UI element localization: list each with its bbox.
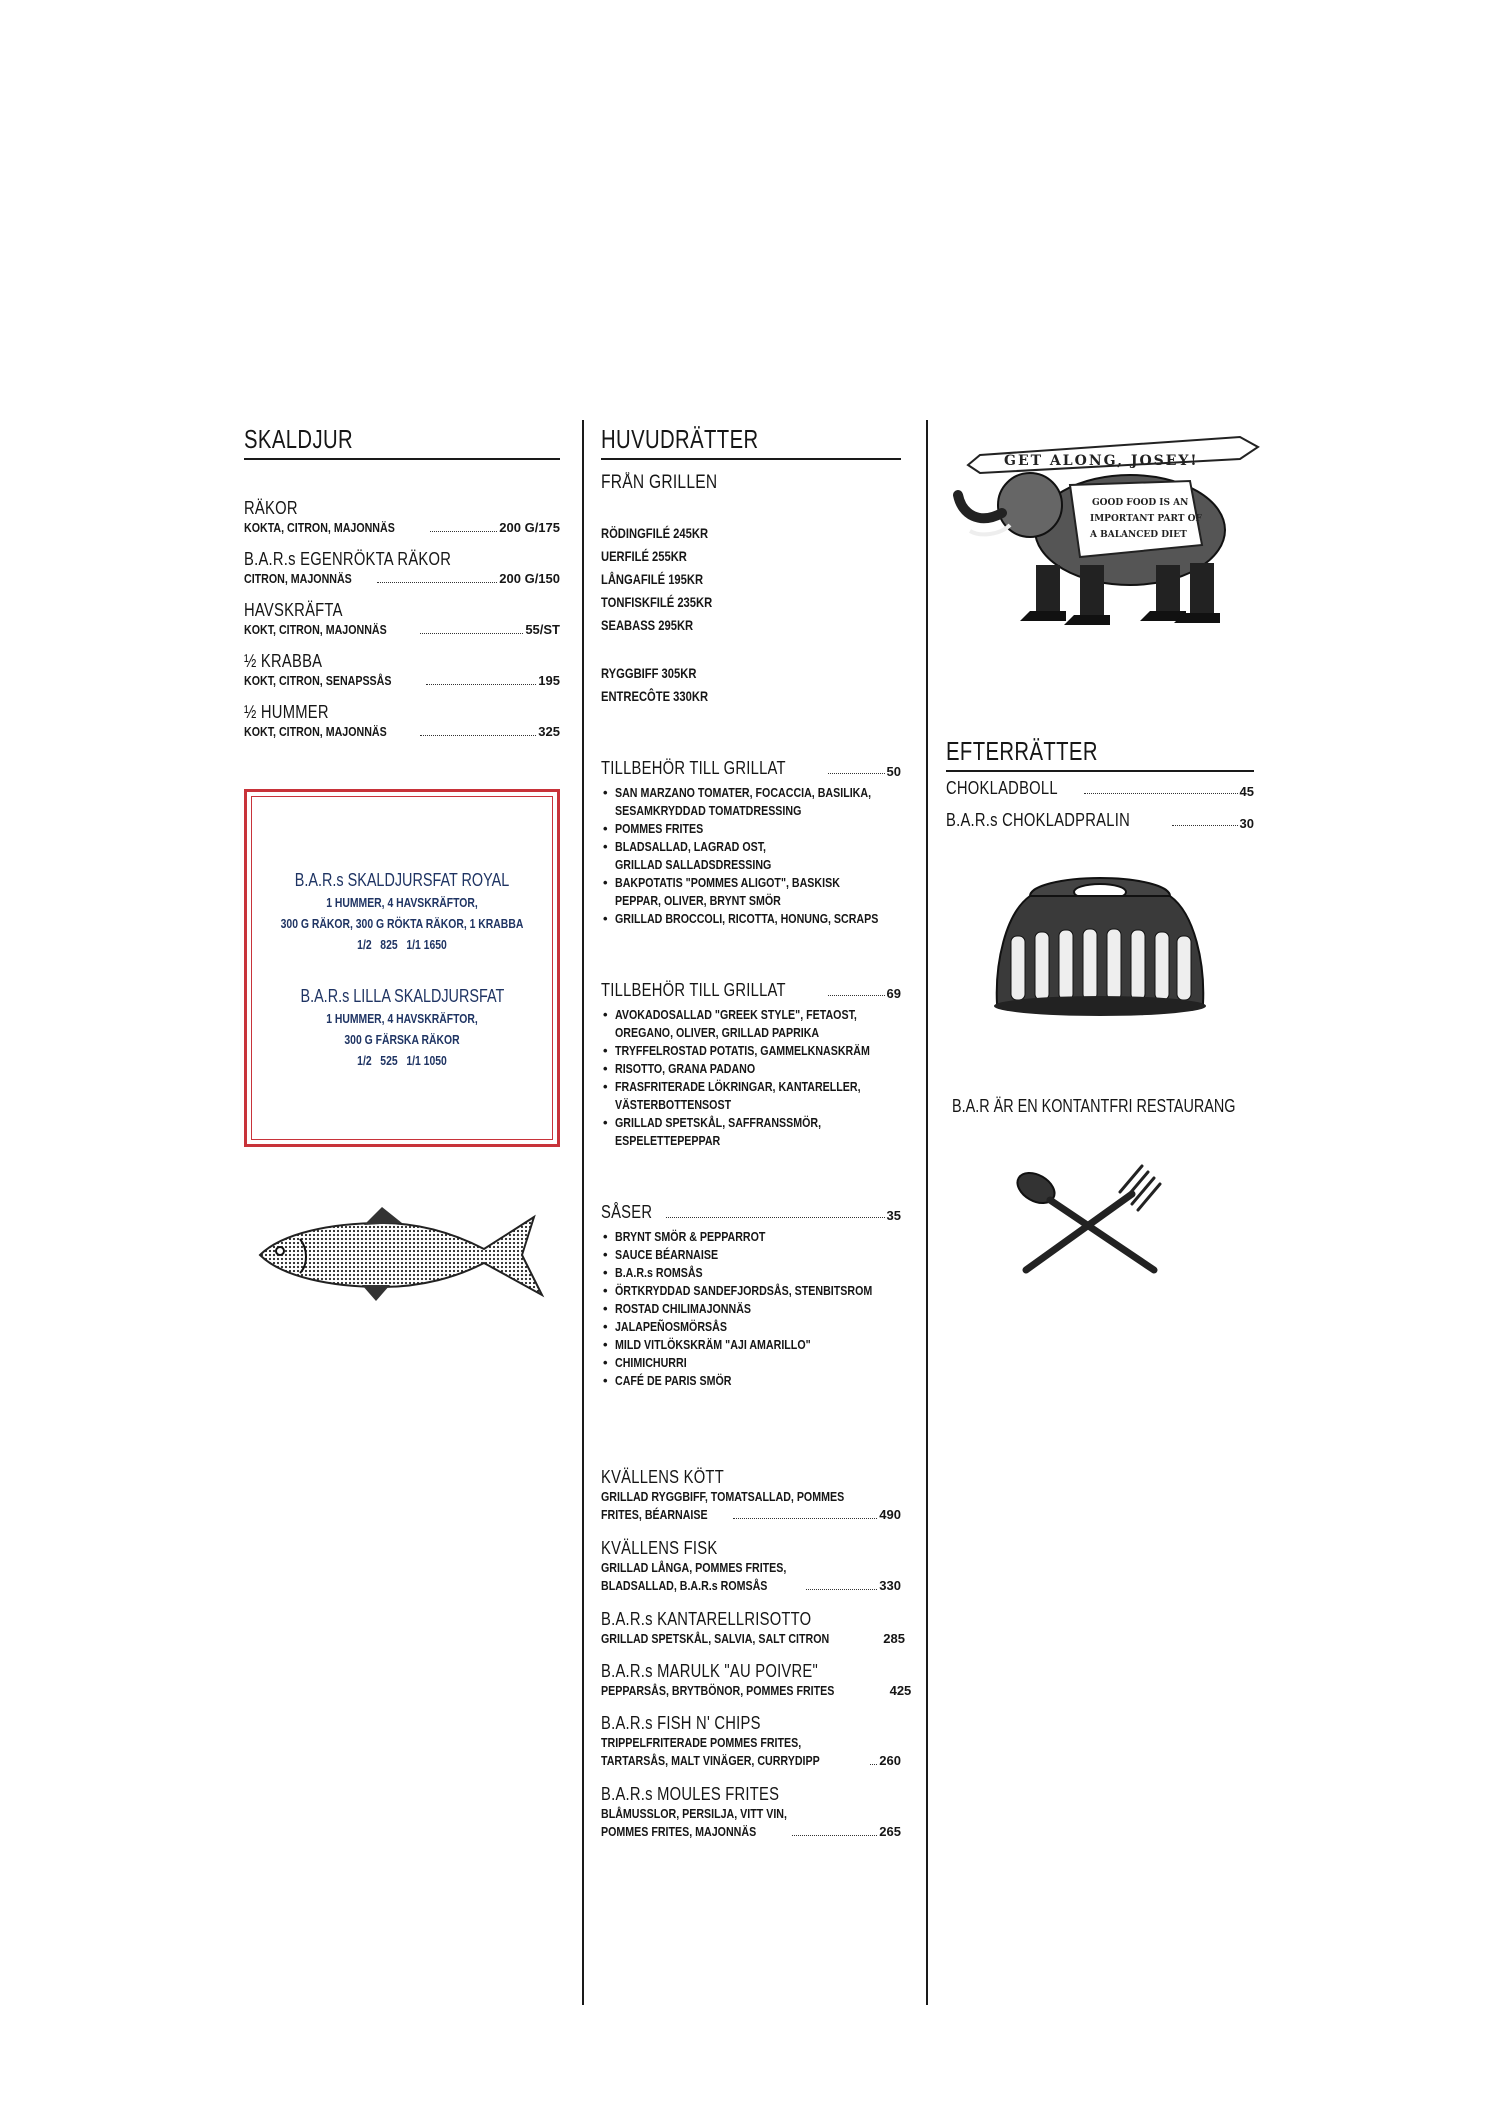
section-rule-huvudratter: [601, 458, 901, 460]
main-dish: [601, 1608, 905, 1648]
bullet-icon: •: [603, 1115, 608, 1130]
grill-fish-item: TONFISKFILÉ 235KR: [601, 594, 713, 610]
main-dish-desc-last: TARTARSÅS, MALT VINÄGER, CURRYDIPP: [601, 1753, 820, 1768]
section-title-efterratter: EFTERRÄTTER: [946, 736, 1098, 766]
bullet-icon: •: [603, 1229, 608, 1244]
main-dish-desc: GRILLAD LÅNGA, POMMES FRITES,: [601, 1560, 787, 1575]
main-dish: [601, 1712, 901, 1770]
block-item-text: VÄSTERBOTTENSOST: [615, 1097, 732, 1112]
main-dish-name: B.A.R.s FISH N' CHIPS: [601, 1713, 761, 1733]
dessert-item: [946, 778, 1254, 799]
block-item: [603, 892, 936, 910]
block-item: [603, 1132, 926, 1150]
main-dish-desc: GRILLAD RYGGBIFF, TOMATSALLAD, POMMES: [601, 1489, 845, 1504]
bullet-icon: •: [603, 875, 608, 890]
block-item: [603, 1006, 926, 1024]
section-rule-efterratter: [946, 770, 1254, 772]
dotted-leader: [870, 1764, 878, 1765]
block-item-text: BLADSALLAD, LAGRAD OST,: [615, 839, 767, 854]
main-dish: [601, 1660, 912, 1700]
bullet-icon: •: [603, 1373, 608, 1388]
block-item-text: MILD VITLÖKSKRÄM "AJI AMARILLO": [615, 1337, 811, 1352]
main-dish-name: KVÄLLENS FISK: [601, 1538, 718, 1558]
dessert-item: [946, 810, 1254, 831]
block-header-name: SÅSER: [601, 1202, 653, 1222]
seafood-item-desc: KOKT, CITRON, MAJONNÄS: [244, 622, 387, 637]
seafood-item-price: 55/ST: [525, 622, 560, 637]
block-item: [603, 874, 936, 892]
main-dish-desc: BLÅMUSSLOR, PERSILJA, VITT VIN,: [601, 1806, 787, 1821]
blanket-line-2: IMPORTANT PART OF: [1090, 514, 1202, 524]
block-item: [603, 910, 936, 928]
grill-fish-item: UERFILÉ 255KR: [601, 548, 687, 564]
dessert-name: B.A.R.s CHOKLADPRALIN: [946, 810, 1130, 830]
seafood-item-name: ½ KRABBA: [244, 651, 323, 671]
bullet-icon: •: [603, 1337, 608, 1352]
block-item: [603, 1228, 929, 1246]
dessert-name: CHOKLADBOLL: [946, 778, 1058, 798]
platter-lilla-line2: 300 G FÄRSKA RÄKOR: [344, 1032, 460, 1047]
seafood-item-price: 195: [538, 673, 560, 688]
dotted-leader: [733, 1518, 877, 1519]
main-dish-price: 490: [879, 1507, 901, 1522]
block-item: [603, 1096, 926, 1114]
block-item-text: BRYNT SMÖR & PEPPARROT: [615, 1229, 766, 1244]
seafood-item-desc: KOKT, CITRON, MAJONNÄS: [244, 724, 387, 739]
block-item: [603, 820, 936, 838]
seafood-item-desc: CITRON, MAJONNÄS: [244, 571, 352, 586]
seafood-item-desc: KOKT, CITRON, SENAPSSÅS: [244, 673, 392, 688]
dotted-leader: [806, 1589, 877, 1590]
block-item: [603, 1246, 929, 1264]
column-divider-right: [926, 420, 928, 2005]
bullet-icon: •: [603, 1043, 608, 1058]
main-dish-desc-row: [601, 1752, 901, 1770]
grill-fish-item: RÖDINGFILÉ 245KR: [601, 525, 709, 541]
grill-fish-item: LÅNGAFILÉ 195KR: [601, 571, 704, 587]
block-item: [603, 1078, 926, 1096]
block-header: [601, 758, 901, 779]
dessert-price: 45: [1239, 784, 1254, 799]
main-dish-desc-row: [601, 1823, 901, 1841]
bullet-icon: •: [603, 821, 608, 836]
seafood-item-name: ½ HUMMER: [244, 702, 329, 722]
block-item-text: POMMES FRITES: [615, 821, 704, 836]
block-item: [603, 1042, 926, 1060]
elephant-illustration: [940, 425, 1270, 635]
platter-royal: [247, 868, 557, 955]
main-dish-price: 285: [883, 1631, 905, 1646]
block-item: [603, 784, 936, 802]
blanket-line-1: GOOD FOOD IS AN: [1092, 498, 1189, 508]
block-item: [603, 1024, 926, 1042]
main-dish-name: B.A.R.s MARULK "AU POIVRE": [601, 1661, 819, 1681]
bullet-icon: •: [603, 1301, 608, 1316]
block-item: [603, 838, 936, 856]
block-item: [603, 1060, 926, 1078]
grill-meat-item: RYGGBIFF 305KR: [601, 665, 697, 681]
main-dish-name: B.A.R.s MOULES FRITES: [601, 1784, 780, 1804]
dotted-leader: [666, 1217, 885, 1218]
main-dish-desc-last: PEPPARSÅS, BRYTBÖNOR, POMMES FRITES: [601, 1683, 835, 1698]
block-item-text: SAN MARZANO TOMATER, FOCACCIA, BASILIKA,: [615, 785, 872, 800]
block-header: [601, 1202, 901, 1223]
main-dish-name: KVÄLLENS KÖTT: [601, 1467, 724, 1487]
main-dish-desc-last: POMMES FRITES, MAJONNÄS: [601, 1824, 757, 1839]
fish-illustration: [252, 1205, 552, 1305]
grill-meat-item: ENTRECÔTE 330KR: [601, 688, 709, 704]
block-item-text: OREGANO, OLIVER, GRILLAD PAPRIKA: [615, 1025, 820, 1040]
seafood-item-desc: KOKTA, CITRON, MAJONNÄS: [244, 520, 395, 535]
platter-royal-line2: 300 G RÄKOR, 300 G RÖKTA RÄKOR, 1 KRABBA: [280, 916, 524, 931]
blanket-line-3: A BALANCED DIET: [1090, 530, 1187, 540]
dotted-leader: [828, 995, 884, 996]
main-dish-desc-last: GRILLAD SPETSKÅL, SALVIA, SALT CITRON: [601, 1631, 830, 1646]
platter-inner-frame: [251, 796, 553, 1140]
dotted-leader: [792, 1835, 877, 1836]
platter-lilla-title: B.A.R.s LILLA SKALDJURSFAT: [300, 986, 504, 1006]
block-item-text: BAKPOTATIS "POMMES ALIGOT", BASKISK: [615, 875, 840, 890]
seafood-item-desc-row: [244, 570, 560, 588]
seafood-item-desc-row: [244, 672, 560, 690]
block-item-text: RISOTTO, GRANA PADANO: [615, 1061, 756, 1076]
seafood-item-desc-row: [244, 621, 560, 639]
block-item: [603, 1354, 929, 1372]
block-header-name: TILLBEHÖR TILL GRILLAT: [601, 980, 786, 1000]
main-dish: [601, 1466, 901, 1524]
dotted-leader: [377, 582, 497, 583]
block-item: [603, 1300, 929, 1318]
main-dish: [601, 1783, 901, 1841]
dotted-leader: [426, 684, 536, 685]
main-dish-desc-last: BLADSALLAD, B.A.R.s ROMSÅS: [601, 1578, 768, 1593]
seafood-item: [244, 650, 560, 690]
dotted-leader: [420, 633, 523, 634]
bullet-icon: •: [603, 1079, 608, 1094]
bullet-icon: •: [603, 1319, 608, 1334]
bullet-icon: •: [603, 1283, 608, 1298]
block-item-text: AVOKADOSALLAD "GREEK STYLE", FETAOST,: [615, 1007, 857, 1022]
main-dish-desc: TRIPPELFRITERADE POMMES FRITES,: [601, 1735, 802, 1750]
block-item-text: PEPPAR, OLIVER, BRYNT SMÖR: [615, 893, 781, 908]
seafood-item-name: HAVSKRÄFTA: [244, 600, 343, 620]
block-item: [603, 1336, 929, 1354]
seafood-item: [244, 497, 560, 537]
seafood-item: [244, 548, 560, 588]
block-item-text: GRILLAD SALLADSDRESSING: [615, 857, 772, 872]
seafood-item-price: 200 G/175: [499, 520, 560, 535]
block-header-name: TILLBEHÖR TILL GRILLAT: [601, 758, 786, 778]
block-item-text: ESPELETTEPEPPAR: [615, 1133, 721, 1148]
block-item-text: FRASFRITERADE LÖKRINGAR, KANTARELLER,: [615, 1079, 861, 1094]
platter-royal-price: 1/2 825 1/1 1650: [357, 937, 447, 952]
bundt-cake-illustration: [985, 874, 1215, 1024]
block-items: [603, 1228, 929, 1390]
section-rule-skaldjur: [244, 458, 560, 460]
main-dish-price: 425: [889, 1683, 912, 1698]
column-divider-left: [582, 420, 584, 2005]
seafood-item-price: 200 G/150: [499, 571, 560, 586]
block-items: [603, 1006, 926, 1150]
main-dish-desc-last: FRITES, BÉARNAISE: [601, 1507, 708, 1522]
platter-royal-title: B.A.R.s SKALDJURSFAT ROYAL: [294, 870, 510, 890]
main-dish-desc-row: [601, 1506, 901, 1524]
seafood-item: [244, 701, 560, 741]
platter-lilla-price: 1/2 525 1/1 1050: [357, 1053, 447, 1068]
main-dish-desc-row: [601, 1630, 905, 1648]
grill-fish-item: SEABASS 295KR: [601, 617, 694, 633]
dotted-leader: [1172, 825, 1237, 826]
main-dish-name: B.A.R.s KANTARELLRISOTTO: [601, 1609, 812, 1629]
main-dish-price: 260: [879, 1753, 901, 1768]
block-item-text: CAFÉ DE PARIS SMÖR: [615, 1373, 732, 1388]
block-items: [603, 784, 936, 928]
block-header-price: 35: [886, 1208, 901, 1223]
block-item-text: SAUCE BÉARNAISE: [615, 1247, 719, 1262]
block-item: [603, 1282, 929, 1300]
bullet-icon: •: [603, 1265, 608, 1280]
section-title-skaldjur: SKALDJUR: [244, 424, 354, 454]
block-item-text: GRILLAD BROCCOLI, RICOTTA, HONUNG, SCRAPS: [615, 911, 879, 926]
block-item-text: SESAMKRYDDAD TOMATDRESSING: [615, 803, 802, 818]
block-item: [603, 802, 936, 820]
block-item-text: GRILLAD SPETSKÅL, SAFFRANSSMÖR,: [615, 1115, 822, 1130]
section-title-huvudratter: HUVUDRÄTTER: [601, 424, 759, 454]
bullet-icon: •: [603, 1061, 608, 1076]
seafood-item-price: 325: [538, 724, 560, 739]
seafood-item: [244, 599, 560, 639]
bullet-icon: •: [603, 1355, 608, 1370]
dotted-leader: [430, 531, 497, 532]
block-item-text: CHIMICHURRI: [615, 1355, 687, 1370]
cashless-notice: B.A.R ÄR EN KONTANTFRI RESTAURANG: [952, 1096, 1236, 1116]
block-item-text: ÖRTKRYDDAD SANDEFJORDSÅS, STENBITSROM: [615, 1283, 873, 1298]
seafood-platter-box: [244, 789, 560, 1147]
main-dish: [601, 1537, 901, 1595]
main-dish-price: 330: [879, 1578, 901, 1593]
seafood-item-name: RÄKOR: [244, 498, 298, 518]
platter-royal-line1: 1 HUMMER, 4 HAVSKRÄFTOR,: [326, 895, 478, 910]
subtitle-fran-grillen: FRÅN GRILLEN: [601, 472, 718, 493]
seafood-item-name: B.A.R.s EGENRÖKTA RÄKOR: [244, 549, 452, 569]
block-item: [603, 1318, 929, 1336]
block-header: [601, 980, 901, 1001]
dessert-price: 30: [1239, 816, 1254, 831]
block-header-price: 50: [886, 764, 901, 779]
bullet-icon: •: [603, 1007, 608, 1022]
seafood-item-desc-row: [244, 723, 560, 741]
block-item-text: ROSTAD CHILIMAJONNÄS: [615, 1301, 752, 1316]
block-item-text: TRYFFELROSTAD POTATIS, GAMMELKNASKRÄM: [615, 1043, 870, 1058]
dotted-leader: [1084, 793, 1237, 794]
seafood-item-desc-row: [244, 519, 560, 537]
block-header-price: 69: [886, 986, 901, 1001]
block-item-text: JALAPEÑOSMÖRSÅS: [615, 1319, 727, 1334]
block-item-text: B.A.R.s ROMSÅS: [615, 1265, 703, 1280]
bullet-icon: •: [603, 839, 608, 854]
platter-lilla-line1: 1 HUMMER, 4 HAVSKRÄFTOR,: [326, 1011, 478, 1026]
block-item: [603, 1264, 929, 1282]
dotted-leader: [828, 773, 884, 774]
block-item: [603, 1372, 929, 1390]
bullet-icon: •: [603, 911, 608, 926]
block-item: [603, 856, 936, 874]
main-dish-desc-row: [601, 1682, 912, 1700]
block-item: [603, 1114, 926, 1132]
main-dish-desc-row: [601, 1577, 901, 1595]
bullet-icon: •: [603, 1247, 608, 1262]
elephant-banner-text: GET ALONG, JOSEY!: [1004, 453, 1199, 469]
dotted-leader: [420, 735, 536, 736]
spoon-fork-icon: [1004, 1160, 1174, 1280]
bullet-icon: •: [603, 785, 608, 800]
platter-lilla: [247, 984, 557, 1071]
main-dish-price: 265: [879, 1824, 901, 1839]
